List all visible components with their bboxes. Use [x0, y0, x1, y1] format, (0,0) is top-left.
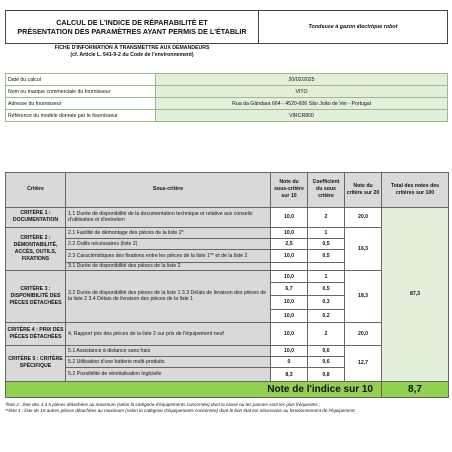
- sub-coef: 0,3: [308, 296, 345, 309]
- subtitle-line-2: (cf. Article L. 541-9-2 du Code de l'environnement): [70, 52, 194, 58]
- sub-criterion: 5.1 Assistance à distance sans frais: [66, 346, 271, 357]
- table-row: [6, 207, 449, 227]
- sub-criterion: 5.2 Possibilité de réinitialisation logicielle: [66, 368, 271, 381]
- col-coef: Coefficient du sous critère: [308, 173, 345, 208]
- sub-coef: 0,5: [308, 238, 345, 249]
- sub-note: 10,0: [271, 207, 308, 227]
- info-row: [6, 74, 448, 86]
- sub-coef: [308, 263, 345, 271]
- sub-criterion: 2.1 Facilité de démontage des pièces de la liste 2*: [66, 227, 271, 238]
- footnote-liste-1: **liste 1 : liste de 10 autres pièces détachées au maximum (selon la catégorie d'équipements concernée) dont le bon état est nécessaire au fonctionnement de l'équipement.: [5, 408, 356, 414]
- sub-criterion: 2.2 Outils nécessaires (liste 2): [66, 238, 271, 249]
- header-row: [6, 173, 449, 208]
- sub-coef: 1: [308, 227, 345, 238]
- sub-criterion: 1.1 Durée de disponibilité de la documentation technique et relative aux conseils d'utilisation et d'entretien: [66, 207, 271, 227]
- col-note-sous: Note du sous-critère sur 10: [271, 173, 308, 208]
- info-value: 20/02/2025: [156, 74, 448, 86]
- criterion-name: CRITÈRE 1 : DOCUMENTATION: [6, 207, 66, 227]
- sub-note: 10,0: [271, 250, 308, 263]
- sub-coef: 0,6: [308, 346, 345, 357]
- info-label: Référence du modèle donnée par le fournisseur: [6, 110, 156, 122]
- final-index-value: 8,7: [382, 381, 449, 397]
- sub-coef: 0,5: [308, 250, 345, 263]
- sub-note: 10,0: [271, 227, 308, 238]
- page-title: [5, 10, 259, 44]
- sub-criterion: 2.3 Caractéristiques des fixations entre les pièces de la liste 1** et de la liste 2: [66, 250, 271, 263]
- criterion-score: 12,7: [345, 346, 382, 382]
- sub-note: 10,0: [271, 322, 308, 345]
- criterion-name: CRITÈRE 2 : DÉMONTABILITÉ, ACCÈS, OUTILS, FIXATIONS: [6, 227, 66, 270]
- header: [5, 10, 448, 44]
- sub-coef: 0,2: [308, 309, 345, 322]
- sub-coef: 0,6: [308, 357, 345, 368]
- sub-note: 6,7: [271, 283, 308, 296]
- sub-criterion: 3.1 Durée de disponibilité des pièces de la liste 2: [66, 263, 271, 271]
- final-label: Note de l'indice sur 10: [6, 381, 382, 397]
- info-row: [6, 98, 448, 110]
- col-note-critere: Note du critère sur 20: [345, 173, 382, 208]
- sub-criterion: 3.2 Durée de disponibilité des pièces de la liste 1 3.3 Délais de livraison des pièces de la liste 2 3.4 Délais de livraison des pièces de la liste 1: [66, 271, 271, 323]
- subtitle-line-1: FICHE D'INFORMATION À TRANSMETTRE AUX DEMANDEURS: [54, 45, 210, 51]
- info-row: [6, 110, 448, 122]
- sub-note: 0: [271, 357, 308, 368]
- footnotes: [5, 402, 448, 414]
- title-line-1: CALCUL DE L'INDICE DE RÉPARABILITÉ ET: [56, 17, 208, 27]
- info-value: Rua da Gândara 664 - 4520-606 São João de Ver - Portugal: [156, 98, 448, 110]
- info-label: Date du calcul: [6, 74, 156, 86]
- criterion-score: 18,3: [345, 271, 382, 323]
- sub-note: 10,0: [271, 309, 308, 322]
- info-value: VIRCR800: [156, 110, 448, 122]
- criterion-score: 20,0: [345, 207, 382, 227]
- criterion-score: 16,3: [345, 227, 382, 270]
- score-table: [5, 172, 449, 398]
- col-critere: Critère: [6, 173, 66, 208]
- sub-coef: 0,5: [308, 283, 345, 296]
- sub-note: 10,0: [271, 296, 308, 309]
- product-name: Tondeuse à gazon électrique robot: [259, 10, 448, 44]
- criterion-name: CRITÈRE 4 : PRIX DES PIÈCES DÉTACHÉES: [6, 322, 66, 345]
- sub-note: 10,0: [271, 346, 308, 357]
- info-label: Adresse du fournisseur: [6, 98, 156, 110]
- total-score: 87,3: [382, 207, 449, 381]
- criterion-score: 20,0: [345, 322, 382, 345]
- sub-note: 2,5: [271, 238, 308, 249]
- sub-note: 10,0: [271, 271, 308, 283]
- sub-note: [271, 263, 308, 271]
- col-sous-critere: Sous-critère: [66, 173, 271, 208]
- sub-coef: 0,8: [308, 368, 345, 381]
- sub-criterion: 4. Rapport prix des pièces de la liste 2 sur prix de l'équipement neuf: [66, 322, 271, 345]
- sub-criterion: 5.2 Utilisation d'une batterie multi-produits: [66, 357, 271, 368]
- info-row: [6, 86, 448, 98]
- sub-coef: 2: [308, 322, 345, 345]
- sub-coef: 1: [308, 271, 345, 283]
- final-row: [6, 381, 449, 397]
- criterion-name: CRITÈRE 3 : DISPONIBILITÉ DES PIÈCES DÉTACHÉES: [6, 271, 66, 323]
- sub-coef: 2: [308, 207, 345, 227]
- info-label: Nom ou marque commerciale du fournisseur: [6, 86, 156, 98]
- title-line-2: PRÉSENTATION DES PARAMÈTRES AYANT PERMIS DE L'ÉTABLIR: [17, 27, 247, 36]
- info-table: [5, 73, 448, 122]
- criterion-name: CRITÈRE 5 : CRITÈRE SPÉCIFIQUE: [6, 346, 66, 382]
- subtitle: [5, 45, 259, 59]
- col-total: Total des notes des critères sur 100: [382, 173, 449, 208]
- sub-note: 8,3: [271, 368, 308, 381]
- footnote-liste-2: *liste 2 : liste des 3 à 5 pièces détachées au maximum (selon la catégorie d'équipements concernée) dont la casse ou les pannes sont les plus fréquentes ;: [5, 402, 321, 407]
- info-value: VITO: [156, 86, 448, 98]
